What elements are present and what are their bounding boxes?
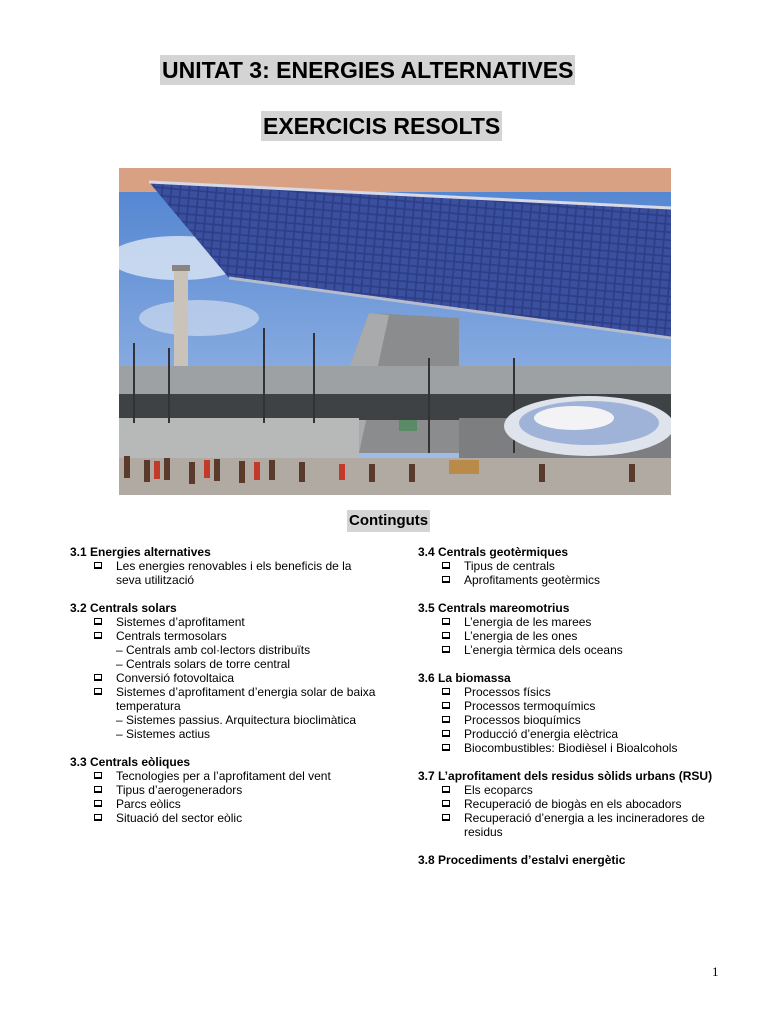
contents-heading: Continguts — [347, 510, 430, 532]
contents-item — [418, 615, 718, 629]
contents-item — [418, 713, 718, 727]
contents-section — [418, 601, 718, 657]
contents-section — [418, 769, 718, 839]
contents-item — [418, 797, 718, 811]
contents-item — [70, 811, 380, 825]
checkbox-bullet-icon — [442, 786, 450, 793]
checkbox-bullet-icon — [442, 576, 450, 583]
section-title: 3.7 L’aprofitament dels residus sòlids urbans (RSU) — [418, 769, 713, 783]
checkbox-bullet-icon — [442, 744, 450, 751]
contents-item — [418, 629, 718, 643]
checkbox-bullet-icon — [94, 814, 102, 821]
section-title: 3.3 Centrals eòliques — [70, 755, 191, 769]
item-text: L’energia de les marees — [464, 615, 592, 629]
checkbox-bullet-icon — [442, 562, 450, 569]
contents-subitem — [70, 713, 380, 727]
section-title: 3.5 Centrals mareomotrius — [418, 601, 570, 615]
contents-item — [418, 741, 718, 755]
item-text: – Sistemes passius. Arquitectura bioclimàtica — [116, 713, 357, 727]
section-title: 3.6 La biomassa — [418, 671, 511, 685]
item-text: Biocombustibles: Biodièsel i Bioalcohols — [464, 741, 678, 755]
checkbox-bullet-icon — [442, 632, 450, 639]
checkbox-bullet-icon — [442, 702, 450, 709]
item-text: – Centrals solars de torre central — [116, 657, 291, 671]
item-text: Conversió fotovoltaica — [116, 671, 235, 685]
checkbox-bullet-icon — [94, 618, 102, 625]
checkbox-bullet-icon — [94, 688, 102, 695]
contents-subitem — [70, 657, 380, 671]
item-text: Recuperació d’energia a les incineradores de residus — [464, 811, 705, 839]
item-text: Producció d’energia elèctrica — [464, 727, 619, 741]
page-number: 1 — [712, 964, 719, 979]
checkbox-bullet-icon — [94, 772, 102, 779]
contents-right-column — [418, 545, 718, 881]
checkbox-bullet-icon — [94, 786, 102, 793]
item-text: Tipus de centrals — [464, 559, 555, 573]
contents-item — [70, 797, 380, 811]
contents-section — [418, 545, 718, 587]
contents-subitem — [70, 727, 380, 741]
item-text: Tipus d’aerogeneradors — [116, 783, 243, 797]
item-text: – Centrals amb col·lectors distribuïts — [116, 643, 311, 657]
contents-item — [418, 811, 718, 839]
checkbox-bullet-icon — [442, 618, 450, 625]
contents-item — [418, 699, 718, 713]
contents-item — [70, 685, 380, 713]
item-text: L’energia tèrmica dels oceans — [464, 643, 623, 657]
checkbox-bullet-icon — [94, 632, 102, 639]
checkbox-bullet-icon — [442, 730, 450, 737]
item-text: L’energia de les ones — [464, 629, 578, 643]
contents-item — [418, 559, 718, 573]
item-text: Sistemes d’aprofitament d’energia solar de baixa temperatura — [116, 685, 376, 713]
item-text: Processos termoquímics — [464, 699, 596, 713]
item-text: Situació del sector eòlic — [116, 811, 243, 825]
checkbox-bullet-icon — [442, 646, 450, 653]
item-text: Tecnologies per a l’aprofitament del vent — [116, 769, 331, 783]
contents-item — [418, 685, 718, 699]
contents-section — [418, 853, 718, 867]
item-text: – Sistemes actius — [116, 727, 211, 741]
item-text: Centrals termosolars — [116, 629, 227, 643]
checkbox-bullet-icon — [442, 814, 450, 821]
item-text: Processos bioquímics — [464, 713, 581, 727]
contents-item — [70, 769, 380, 783]
contents-section — [70, 601, 380, 741]
section-title: 3.1 Energies alternatives — [70, 545, 211, 559]
contents-item — [70, 615, 380, 629]
checkbox-bullet-icon — [94, 800, 102, 807]
contents-item — [418, 783, 718, 797]
checkbox-bullet-icon — [94, 674, 102, 681]
contents-subitem — [70, 643, 380, 657]
contents-section — [70, 755, 380, 825]
item-text: Aprofitaments geotèrmics — [464, 573, 601, 587]
checkbox-bullet-icon — [442, 800, 450, 807]
contents-item — [418, 643, 718, 657]
item-text: Els ecoparcs — [464, 783, 533, 797]
contents-item — [70, 783, 380, 797]
item-text: Sistemes d’aprofitament — [116, 615, 245, 629]
item-text: Recuperació de biogàs en els abocadors — [464, 797, 682, 811]
section-title: 3.4 Centrals geotèrmiques — [418, 545, 569, 559]
checkbox-bullet-icon — [442, 688, 450, 695]
section-title: 3.8 Procediments d’estalvi energètic — [418, 853, 626, 867]
contents-left-column — [70, 545, 380, 839]
checkbox-bullet-icon — [94, 562, 102, 569]
contents-item — [70, 629, 380, 643]
solar-panel-photo — [119, 168, 671, 495]
document-title: UNITAT 3: ENERGIES ALTERNATIVES — [162, 57, 574, 83]
checkbox-bullet-icon — [442, 716, 450, 723]
contents-item — [70, 671, 380, 685]
contents-item — [70, 559, 380, 587]
contents-item — [418, 727, 718, 741]
document-subtitle: EXERCICIS RESOLTS — [263, 113, 501, 139]
item-text: Les energies renovables i els beneficis de la seva utilització — [116, 559, 352, 587]
item-text: Processos físics — [464, 685, 551, 699]
contents-section — [418, 671, 718, 755]
item-text: Parcs eòlics — [116, 797, 181, 811]
contents-item — [418, 573, 718, 587]
contents-section — [70, 545, 380, 587]
section-title: 3.2 Centrals solars — [70, 601, 177, 615]
